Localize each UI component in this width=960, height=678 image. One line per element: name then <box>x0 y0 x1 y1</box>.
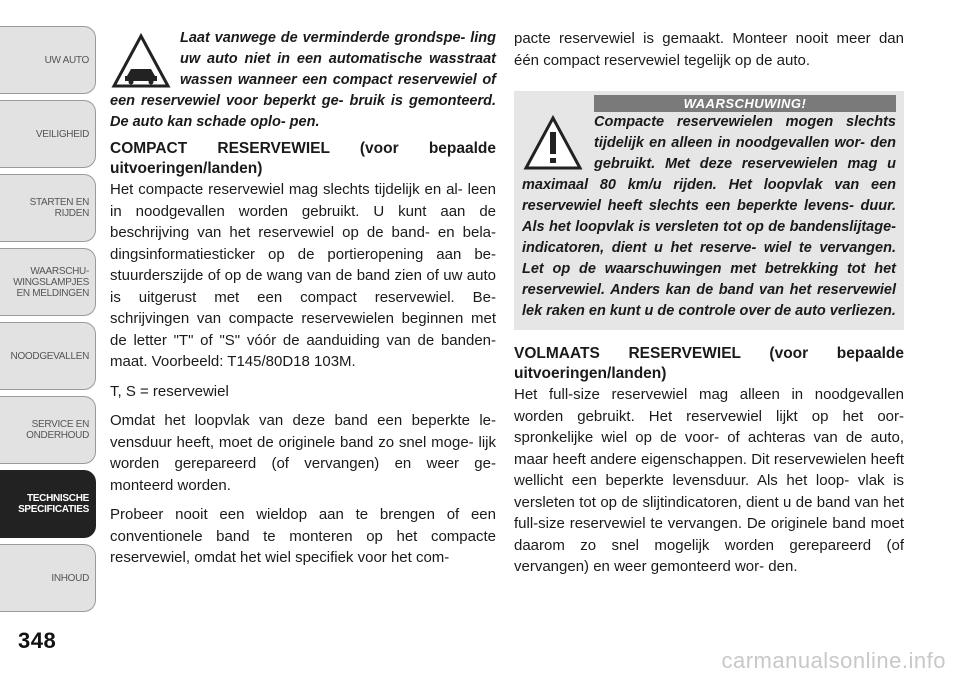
paragraph: T, S = reservewiel <box>110 382 229 400</box>
tab-technische-specificaties[interactable]: TECHNISCHE SPECIFICATIES <box>0 470 96 538</box>
page-number: 348 <box>18 628 57 653</box>
paragraph: Probeer nooit een wieldop aan te brengen of een conventionele band te monteren op het compacte reservewiel, omdat het wiel specifiek voor het com- <box>110 506 496 566</box>
paragraph: Het full-size reservewiel mag alleen in noodgevallen worden gebruikt. Het reservewiel lijkt op het oor- spronkelijke wiel op de voor- of achteras van de auto, maar heeft andere eigenschappen. Dit reservewielen heeft wellicht een beperkte levensduur. Als het loop- vlak is versleten tot op de slijtindicatoren, dient u de band van het full-size reservewiel te vervangen. De originele band moet daarom zo snel mogelijk worden gerepareerd (of vervangen) en weer gemonteerd wor- den. <box>514 386 904 575</box>
paragraph: pacte reservewiel is gemaakt. Monteer nooit meer dan één compact reservewiel tegelijk op de auto. <box>514 30 904 69</box>
tab-service-en-onderhoud[interactable]: SERVICE EN ONDERHOUD <box>0 396 96 464</box>
paragraph: Het compacte reservewiel mag slechts tijdelijk en al- leen in noodgevallen worden gebruikt. U kunt aan de beschrijving van het reservewiel op de band- en bela- dingsinformatiesticker op de portieropening aan be- stuurderszijde of op de wang van de band zien of uw auto is uitgerust met een compact reservewiel. Be- schrijvingen van compacte reservewielen beginnen met de letter "T" of "S" vóór de aanduiding van de banden- maat. Voorbeeld: T145/80D18 103M. <box>110 181 496 370</box>
warning-triangle-icon <box>522 114 584 172</box>
watermark: carmanualsonline.info <box>721 648 946 673</box>
warning-text: Compacte reservewielen mogen slechts tijdelijk en alleen in noodgevallen wor- den gebruikt. Met deze reservewielen mag u maximaal 80 km/u rijden. Het loopvlak van een reservewiel heeft slechts een beperkte levens- duur. Als het loopvlak is versleten tot op de bandenslijtage-indicatoren, dient u het reserve- wiel te vervangen. Let op de waarschuwingen met betrekking tot het reservewiel. Anders kan de band van het reservewiel lek raken en kunt u de controle over de auto verliezen. <box>522 114 896 319</box>
warning-title: WAARSCHUWING! <box>594 95 896 112</box>
left-column <box>110 28 496 577</box>
tab-inhoud[interactable]: INHOUD <box>0 544 96 612</box>
section-heading-volmaats: VOLMAATS RESERVEWIEL (voor bepaalde uitvoeringen/landen) <box>514 345 905 382</box>
section-heading-compact: COMPACT RESERVEWIEL (voor bepaalde uitvoeringen/landen) <box>110 140 497 177</box>
right-column <box>514 28 904 586</box>
paragraph: Omdat het loopvlak van deze band een beperkte le- vensduur heeft, moet de originele band zo snel moge- lijk worden gerepareerd (of vervangen) en weer ge- monteerd worden. <box>110 412 496 494</box>
caution-note: Laat vanwege de verminderde grondspe- ling uw auto niet in een automatische wasstraat wassen wanneer een compact reservewiel of een reservewiel voor beperkt ge- bruik is gemonteerd. De auto kan schade oplo- pen. <box>110 30 496 130</box>
tab-noodgevallen[interactable]: NOODGEVALLEN <box>0 322 96 390</box>
tab-starten-en-rijden[interactable]: STARTEN EN RIJDEN <box>0 174 96 242</box>
tab-uw-auto[interactable]: UW AUTO <box>0 26 96 94</box>
tab-waarschuwingslampjes[interactable]: WAARSCHU-WINGSLAMPJES EN MELDINGEN <box>0 248 96 316</box>
tab-veiligheid[interactable]: VEILIGHEID <box>0 100 96 168</box>
car-wash-warning-icon <box>110 32 172 90</box>
warning-box <box>514 91 904 330</box>
